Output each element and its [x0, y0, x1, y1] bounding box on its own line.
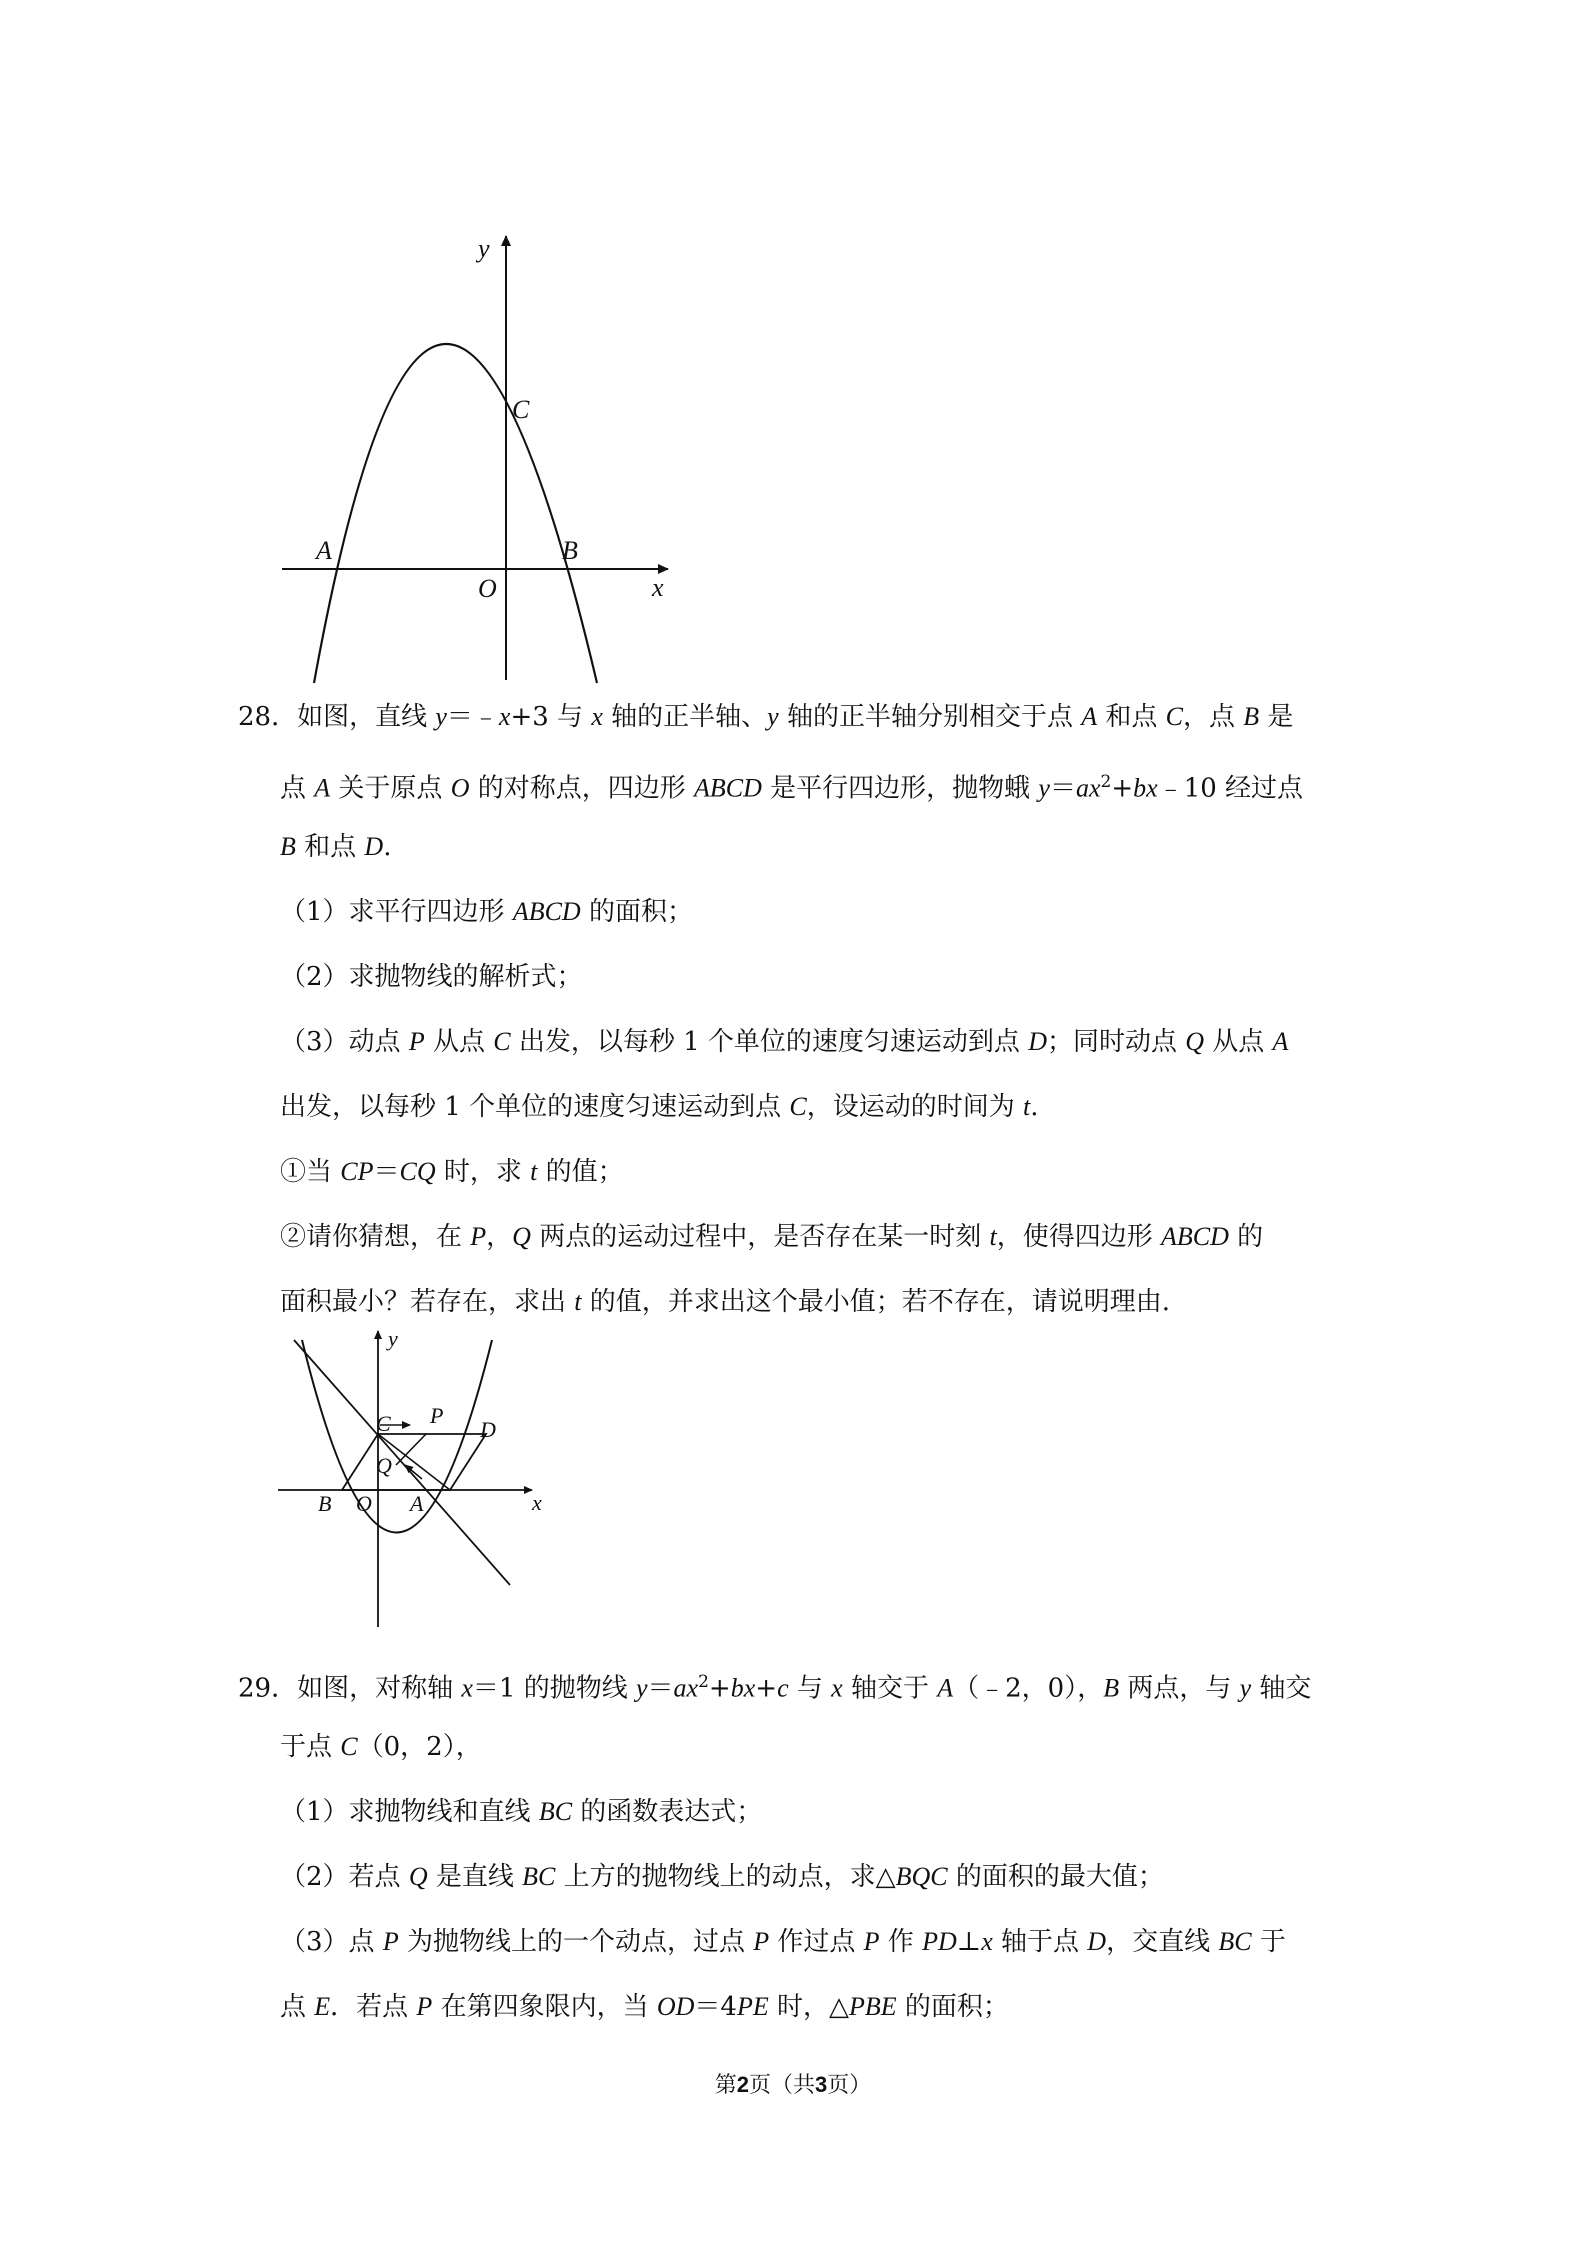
point-p-label: P [430, 1403, 444, 1428]
point-b-label: B [562, 536, 578, 565]
page-footer: 第2页（共3页） [714, 2072, 872, 2098]
line-ac-extended [294, 1340, 510, 1585]
q28-subpart-1: ①当 CP＝CQ 时，求 t 的值； [280, 1157, 624, 1187]
point-a-label: A [410, 1491, 424, 1516]
figure-2-parallelogram [270, 1325, 560, 1635]
x-axis-label: x [652, 573, 664, 602]
figure-1-parabola [270, 230, 690, 690]
y-axis-label: y [478, 234, 490, 263]
point-a-label: A [316, 536, 332, 565]
point-d-label: D [480, 1417, 496, 1442]
point-b-label: B [318, 1491, 332, 1516]
q29-line-2: 于点 C（0，2）， [280, 1732, 482, 1762]
q29-line-1: 29．如图，对称轴 x＝1 的抛物线 $y=ax^2+bx+c$ 与 x 轴交于 A（﹣2，0），B 两点，与 y 轴交 [238, 1672, 1312, 1704]
point-q-label: Q [376, 1453, 392, 1478]
page-number: 2 [736, 2072, 749, 2097]
q28-part-3-a: （3）动点 P 从点 C 出发，以每秒 1 个单位的速度匀速运动到点 D；同时动点 Q 从点 A [280, 1027, 1289, 1057]
origin-label: O [356, 1491, 372, 1516]
q28-part-3-b: 出发，以每秒 1 个单位的速度匀速运动到点 C，设运动的时间为 t. [280, 1092, 1039, 1122]
q28-line-1: 28．如图，直线 y＝﹣x+3 与 x 轴的正半轴、y 轴的正半轴分别相交于点 A 和点 C，点 B 是 [238, 702, 1294, 732]
q28-part-1: （1）求平行四边形 ABCD 的面积； [280, 897, 693, 927]
point-c-label: C [376, 1411, 391, 1436]
q28-line-3: B 和点 D. [280, 832, 392, 862]
q28-line-2: 点 A 关于原点 O 的对称点，四边形 ABCD 是平行四边形，抛物蛾 $y=ax^2+bx﹣10$ 经过点 [280, 772, 1304, 804]
q28-subpart-2-b: 面积最小？若存在，求出 t 的值，并求出这个最小值；若不存在，请说明理由. [280, 1287, 1171, 1317]
origin-label: O [478, 574, 497, 603]
parabola-curve [314, 344, 597, 683]
y-axis-label: y [388, 1326, 398, 1351]
q29-part-3-b: 点 E．若点 P 在第四象限内，当 OD＝4PE 时，△PBE 的面积； [280, 1992, 1009, 2022]
q28-subpart-2-a: ②请你猜想，在 P，Q 两点的运动过程中，是否存在某一时刻 t，使得四边形 ABCD 的 [280, 1222, 1264, 1252]
page-total: 3 [815, 2072, 828, 2097]
q29-part-3-a: （3）点 P 为抛物线上的一个动点，过点 P 作过点 P 作 PD⊥x 轴于点 D，交直线 BC 于 [280, 1927, 1286, 1957]
x-axis-label: x [532, 1490, 542, 1515]
q29-part-2: （2）若点 Q 是直线 BC 上方的抛物线上的动点，求△BQC 的面积的最大值； [280, 1862, 1164, 1892]
q29-part-1: （1）求抛物线和直线 BC 的函数表达式； [280, 1797, 763, 1827]
q28-part-2: （2）求抛物线的解析式； [280, 962, 583, 992]
point-c-label: C [512, 395, 530, 424]
